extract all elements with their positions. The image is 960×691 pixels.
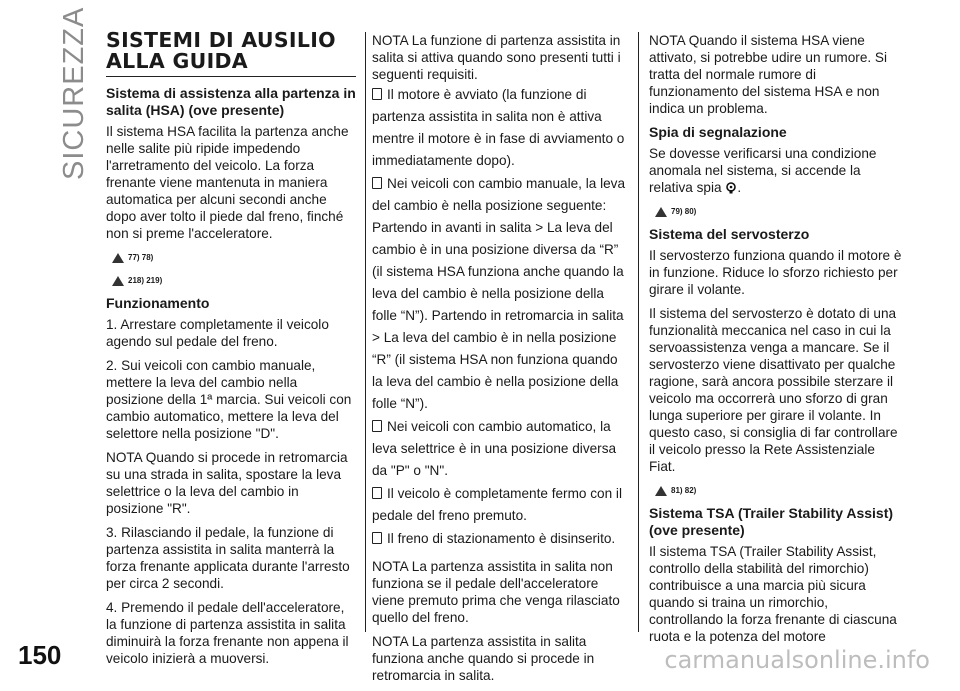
heading-servosterzo: Sistema del servosterzo (649, 226, 810, 242)
chapter-title: SISTEMI DI AUSILIO ALLA GUIDA (106, 30, 356, 77)
heading-funzionamento: Funzionamento (106, 295, 210, 311)
paragraph-hsa: Il sistema HSA facilita la partenza anche nelle salite più ripide impedendo l'arretramento del veicolo. La forza frenante viene mantenuta in maniera automatica per alcuni secondi anche dopo aver tolto il piede dal freno, finché non si preme l'acceleratore. (106, 124, 349, 241)
warning-reference: 218) 219) (112, 272, 356, 289)
column-1 (106, 30, 356, 674)
warning-triangle-icon (655, 486, 667, 496)
bullet-box-icon (372, 88, 382, 100)
bullet-item: Il motore è avviato (la funzione di partenza assistita in salita non è attiva mentre il motore è in fase di avviamento o immediatamente dopo). (372, 87, 625, 168)
note-requisiti: NOTA La funzione di partenza assistita in salita si attiva quando sono presenti tutti i seguenti requisiti. (372, 33, 621, 82)
heading-spia: Spia di segnalazione (649, 124, 787, 140)
page-number: 150 (18, 640, 62, 670)
paragraph-servo-2: Il sistema del servosterzo è dotato di una funzionalità meccanica nel caso in cui la servoassistenza venga a mancare. Se il servosterzo viene disattivato per qualche ragione, sarà ancora possibile sterzare il veicolo ma occorrerà uno sforzo di gran lunga superiore per girare il volante. In questo caso, si consiglia di far controllare il veicolo presso la Rete Assistenziale Fiat. (649, 306, 898, 474)
step-2: 2. Sui veicoli con cambio manuale, mettere la leva del cambio nella posizione della 1ª marcia. Sui veicoli con cambio automatico, mettere la leva del selettore nella posizione "D". (106, 358, 352, 441)
step-1: 1. Arrestare completamente il veicolo agendo sul pedale del freno. (106, 317, 329, 349)
column-divider (638, 32, 639, 632)
bullet-box-icon (372, 420, 382, 432)
warning-reference: 79) 80) (655, 203, 904, 220)
heading-tsa: Sistema TSA (Trailer Stability Assist) (ove presente) (649, 505, 894, 538)
bullet-box-icon (372, 532, 382, 544)
column-3 (649, 32, 904, 652)
bullet-box-icon (372, 487, 382, 499)
bullet-item: Il veicolo è completamente fermo con il pedale del freno premuto. (372, 486, 622, 523)
note-retromarcia-salita: NOTA La partenza assistita in salita funziona anche quando si procede in retromarcia in salita. (372, 634, 595, 683)
note-rumore: NOTA Quando il sistema HSA viene attivato, si potrebbe udire un rumore. Si tratta del normale rumore di funzionamento del sistema HSA e non indica un problema. (649, 33, 888, 116)
column-divider (365, 32, 366, 632)
warning-triangle-icon (112, 276, 124, 286)
steering-warning-icon (725, 182, 737, 194)
bullet-item: Nei veicoli con cambio manuale, la leva del cambio è nella posizione seguente: Partendo in avanti in salita > La leva del cambio è in una posizione diversa da “R” (il sistema HSA funziona anche quando la leva del cambio è nella posizione della folle “N”). Partendo in retromarcia in salita > La leva del cambio è in nella posizione “R” (il sistema HSA non funziona quando la leva del cambio è nella posizione della folle “N”). (372, 176, 626, 411)
note-retromarcia: NOTA Quando si procede in retromarcia su una strada in salita, spostare la leva selettrice o la leva del cambio in posizione "R". (106, 450, 348, 516)
section-title (18, 6, 90, 180)
bullet-item: Nei veicoli con cambio automatico, la leva selettrice è in una posizione diversa da "P" o "N". (372, 419, 617, 478)
paragraph-spia: Se dovesse verificarsi una condizione anomala nel sistema, si accende la relativa spia . (649, 146, 877, 195)
step-3: 3. Rilasciando il pedale, la funzione di partenza assistita in salita manterrà la forza frenante applicata durante l'arresto per circa 2 secondi. (106, 525, 350, 591)
bullet-box-icon (372, 177, 382, 189)
warning-triangle-icon (112, 253, 124, 263)
note-acceleratore: NOTA La partenza assistita in salita non funziona se il pedale dell'acceleratore viene premuto prima che venga rilasciato quello del freno. (372, 559, 620, 625)
warning-reference: 77) 78) (112, 249, 356, 266)
section-label: SICUREZZA (58, 6, 90, 180)
column-2 (372, 32, 627, 691)
warning-reference: 81) 82) (655, 482, 904, 499)
watermark: carmanualsonline.info (664, 646, 930, 674)
paragraph-servo-1: Il servosterzo funziona quando il motore è in funzione. Riduce lo sforzo richiesto per girare il volante. (649, 248, 902, 297)
warning-triangle-icon (655, 207, 667, 217)
paragraph-tsa: Il sistema TSA (Trailer Stability Assist, controllo della stabilità del rimorchio) contribuisce a una marcia più sicura quando si traina un rimorchio, controllando la forza frenante di ciascuna ruota e la potenza del motore (649, 544, 897, 644)
heading-hsa: Sistema di assistenza alla partenza in salita (HSA) (ove presente) (106, 85, 356, 118)
bullet-item: Il freno di stazionamento è disinserito. (372, 528, 627, 550)
step-4: 4. Premendo il pedale dell'acceleratore, la funzione di partenza assistita in salita diminuirà la forza frenante non appena il veicolo inizierà a muoversi. (106, 600, 349, 666)
